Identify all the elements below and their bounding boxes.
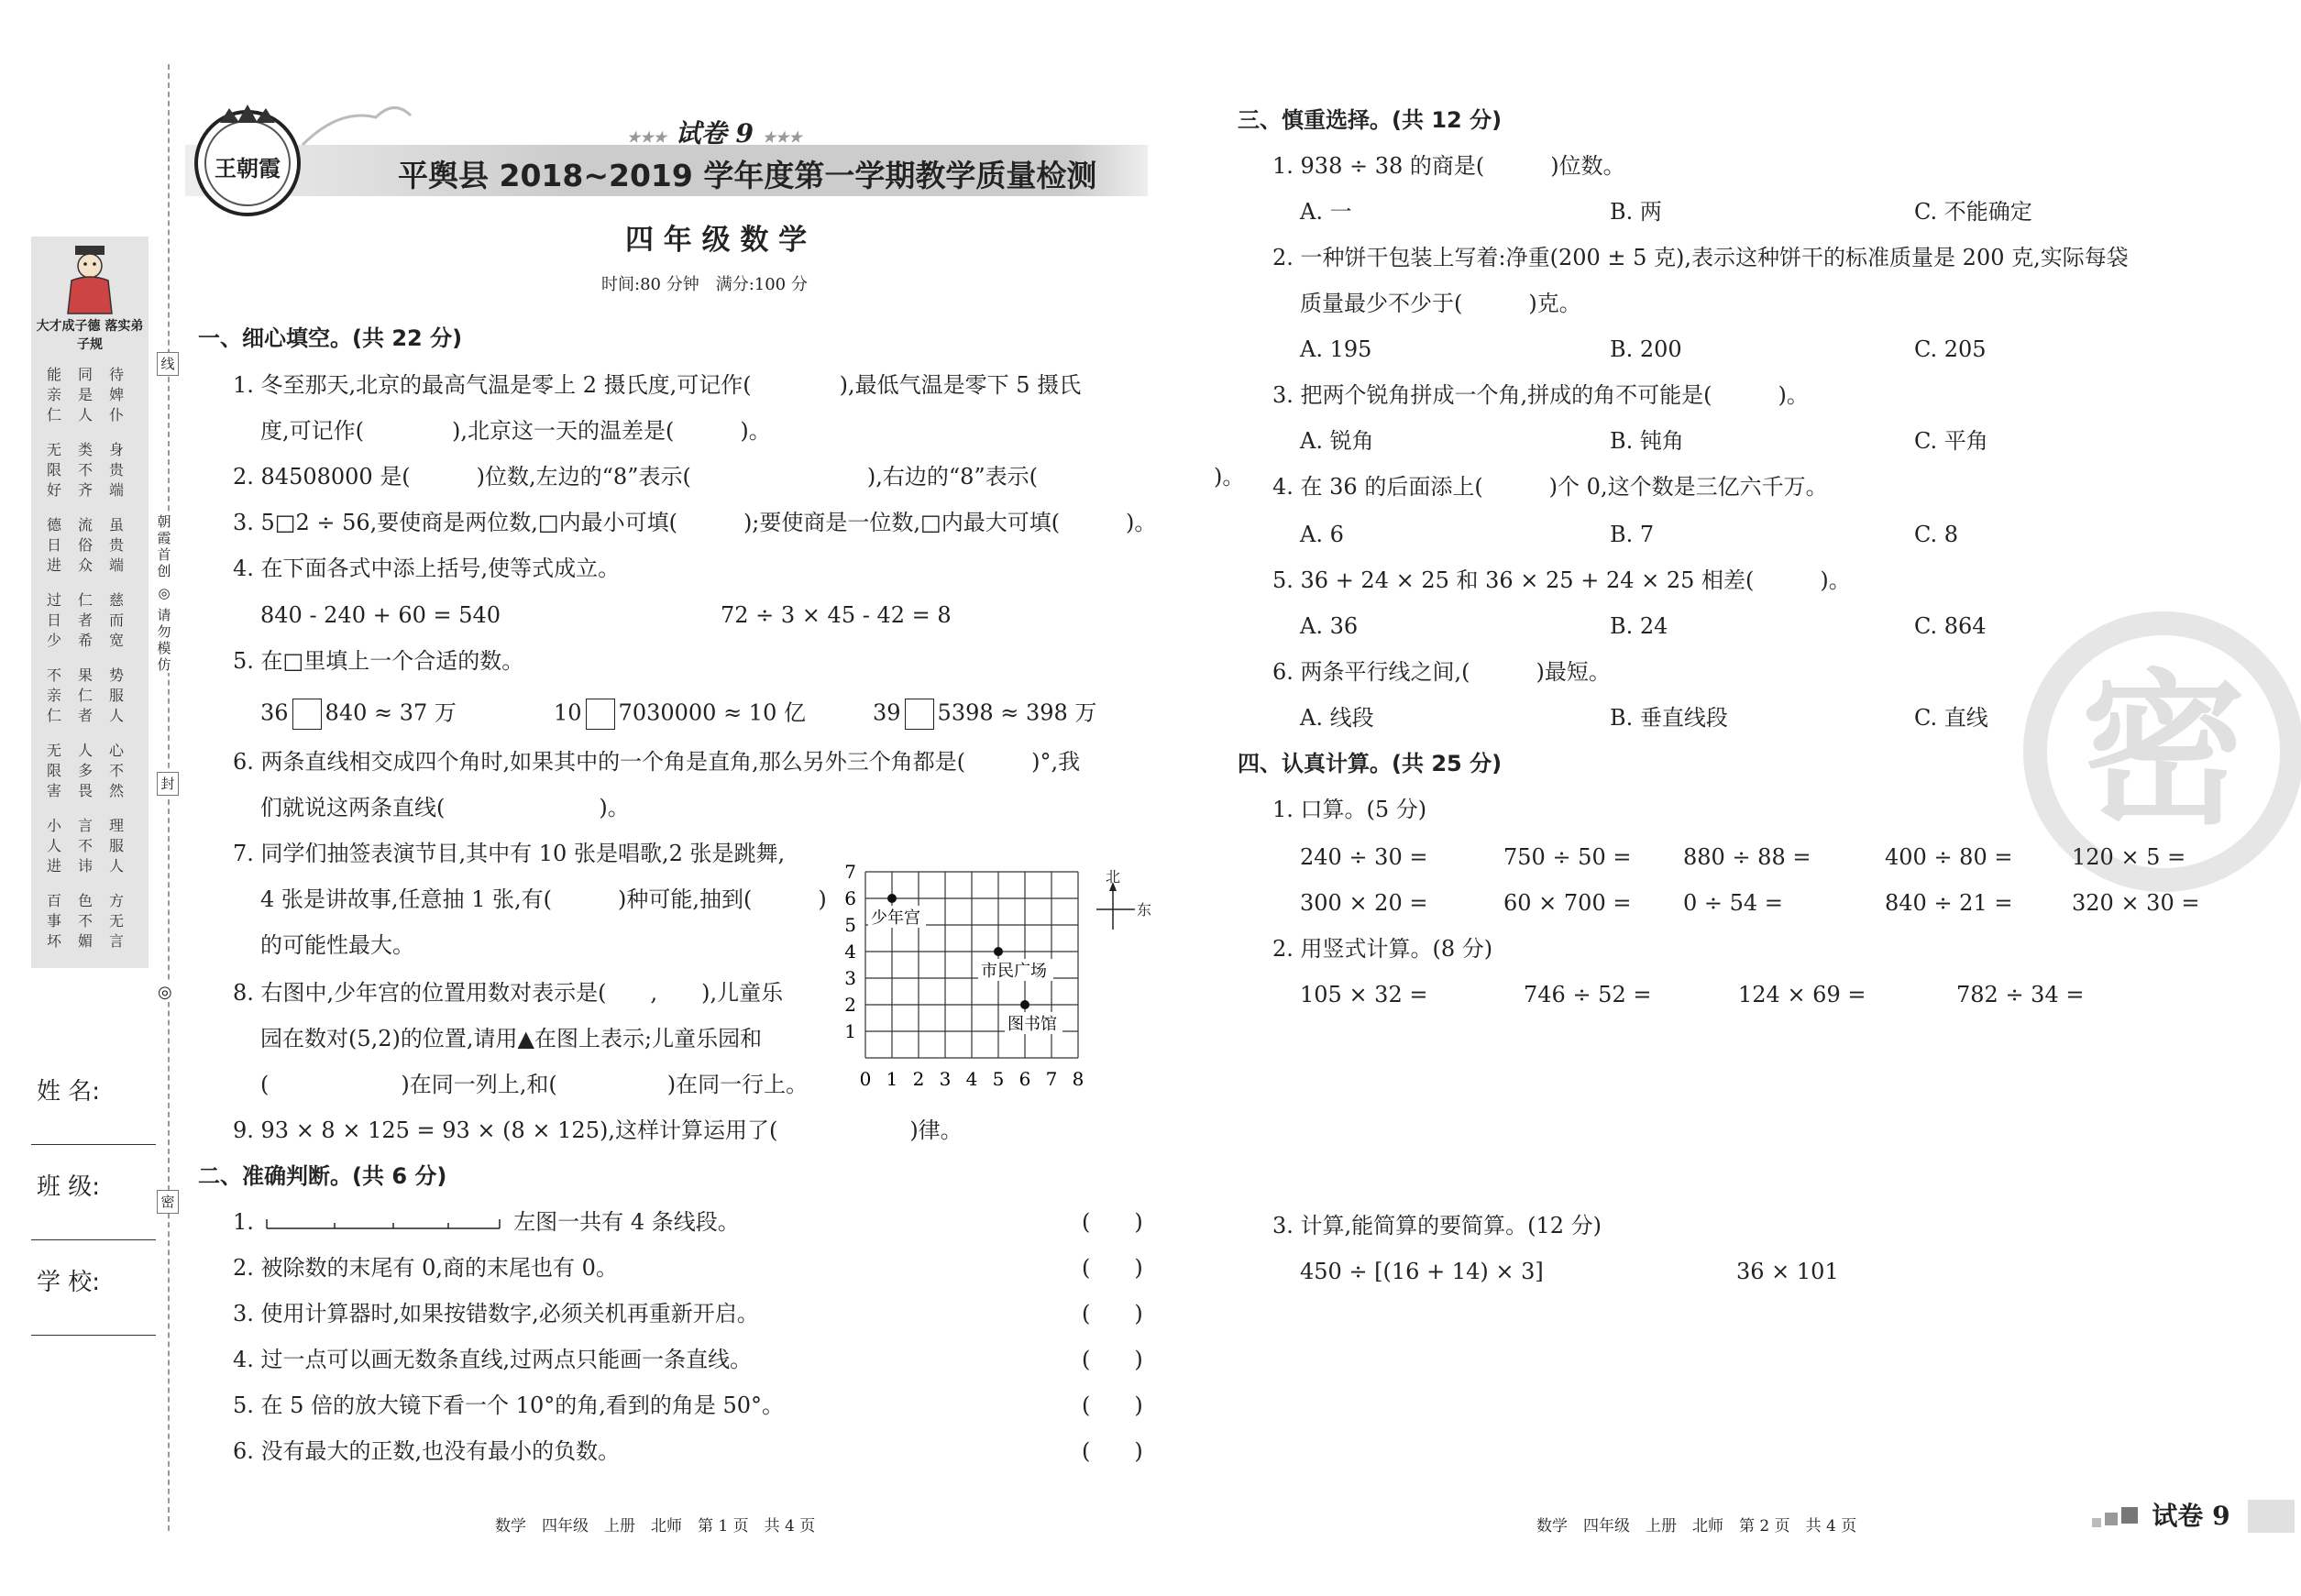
motto-column: 势服人 bbox=[108, 666, 124, 724]
choice-q6-a[interactable]: A. 线段 bbox=[1300, 705, 1374, 731]
choice-q2-line2: 质量最少不少于( )克。 bbox=[1300, 291, 1581, 316]
vertical-item: 105 × 32 = bbox=[1300, 982, 1428, 1007]
compass-east: 东 bbox=[1137, 901, 1152, 919]
answer-paren[interactable]: ( ) bbox=[1082, 1438, 1143, 1464]
q4-eq2: 72 ÷ 3 × 45 - 42 = 8 bbox=[721, 602, 952, 628]
simplify-title: 3. 计算,能简算的要简算。(12 分) bbox=[1272, 1213, 1602, 1238]
motto-column: 无限害 bbox=[46, 742, 61, 799]
q7-line3: 的可能性最大。 bbox=[260, 932, 414, 958]
vertical-item: 782 ÷ 34 = bbox=[1956, 982, 2085, 1007]
motto-column: 同是人 bbox=[77, 366, 93, 424]
q2: 2. 84508000 是( )位数,左边的“8”表示( ),右边的“8”表示( )。 bbox=[233, 464, 1245, 490]
ribbon-decoration bbox=[303, 99, 413, 158]
motto-column: 心不然 bbox=[108, 742, 124, 799]
grid-point-label: 少年宫 bbox=[871, 908, 920, 928]
grid-point-label: 市民广场 bbox=[981, 962, 1047, 981]
oral-item: 60 × 700 = bbox=[1503, 890, 1632, 916]
q6-line2: 们就说这两条直线( )。 bbox=[260, 795, 630, 820]
grid-point-label: 图书馆 bbox=[1007, 1015, 1057, 1034]
choice-q5-b[interactable]: B. 24 bbox=[1610, 613, 1668, 639]
series-label: ★★★ 试卷 9 ★★★ bbox=[627, 118, 802, 149]
cut-mark-xian: 线 bbox=[157, 352, 179, 376]
section1-title: 一、细心填空。(共 22 分) bbox=[198, 325, 463, 351]
segment-figure bbox=[265, 1214, 503, 1234]
motto-text: 大才成子德 落实弟子规 bbox=[36, 319, 144, 352]
judge-item-2: 2. 被除数的末尾有 0,商的末尾也有 0。 bbox=[233, 1255, 618, 1281]
motto-column: 无限好 bbox=[46, 441, 61, 499]
judge-item-3: 3. 使用计算器时,如果按错数字,必须关机再重新开启。 bbox=[233, 1301, 759, 1326]
x-tick-label: 5 bbox=[992, 1068, 1005, 1090]
class-field[interactable] bbox=[31, 1239, 156, 1240]
oral-item: 240 ÷ 30 = bbox=[1300, 844, 1428, 870]
q8-line2: 园在数对(5,2)的位置,请用▲在图上表示;儿童乐园和 bbox=[260, 1026, 763, 1051]
corner-tab bbox=[2092, 1496, 2295, 1536]
fill-box[interactable] bbox=[292, 699, 322, 730]
motto-column: 类不齐 bbox=[77, 441, 93, 499]
oral-item: 400 ÷ 80 = bbox=[1885, 844, 2013, 870]
choice-q2-b[interactable]: B. 200 bbox=[1610, 336, 1682, 362]
judge-item-1: 1. 左图一共有 4 条线段。 bbox=[233, 1209, 740, 1235]
compass-north: 北 bbox=[1106, 868, 1121, 886]
choice-q6-c[interactable]: C. 直线 bbox=[1914, 705, 1988, 731]
choice-q2-c[interactable]: C. 205 bbox=[1914, 336, 1987, 362]
motto-column: 慈而宽 bbox=[108, 591, 124, 649]
class-label: 班 级: bbox=[37, 1173, 101, 1201]
vertical-item: 746 ÷ 52 = bbox=[1524, 982, 1652, 1007]
motto-column: 流俗众 bbox=[77, 516, 93, 574]
choice-q5-a[interactable]: A. 36 bbox=[1300, 613, 1359, 639]
x-tick-label: 7 bbox=[1045, 1068, 1058, 1090]
subject-title: 四 年 级 数 学 bbox=[625, 224, 808, 257]
q5-item-b: 10 7030000 ≈ 10 亿 bbox=[554, 699, 806, 730]
school-label: 学 校: bbox=[37, 1269, 101, 1296]
choice-q4-b[interactable]: B. 7 bbox=[1610, 522, 1655, 547]
grid-point bbox=[1020, 1000, 1029, 1009]
judge-item-5: 5. 在 5 倍的放大镜下看一个 10°的角,看到的角是 50°。 bbox=[233, 1392, 785, 1418]
answer-paren[interactable]: ( ) bbox=[1082, 1255, 1143, 1281]
logo-text: 王朝霞 bbox=[215, 155, 281, 182]
oral-item: 120 × 5 = bbox=[2072, 844, 2186, 870]
section3-title: 三、慎重选择。(共 12 分) bbox=[1238, 107, 1503, 133]
answer-paren[interactable]: ( ) bbox=[1082, 1392, 1143, 1418]
choice-q6: 6. 两条平行线之间,( )最短。 bbox=[1272, 659, 1611, 685]
footer-right: 数学 四年级 上册 北师 第 2 页 共 4 页 bbox=[1536, 1517, 1857, 1535]
motto-column: 虽贵端 bbox=[108, 516, 124, 574]
name-label: 姓 名: bbox=[37, 1078, 101, 1106]
answer-paren[interactable]: ( ) bbox=[1082, 1301, 1143, 1326]
q8-line1: 8. 右图中,少年宫的位置用数对表示是( , ),儿童乐 bbox=[233, 980, 784, 1006]
vertical-item: 124 × 69 = bbox=[1738, 982, 1866, 1007]
x-tick-label: 0 bbox=[859, 1068, 872, 1090]
q5: 5. 在□里填上一个合适的数。 bbox=[233, 648, 524, 674]
q6-line1: 6. 两条直线相交成四个角时,如果其中的一个角是直角,那么另外三个角都是( )°,我 bbox=[233, 749, 1081, 775]
choice-q2: 2. 一种饼干包装上写着:净重(200 ± 5 克),表示这种饼干的标准质量是 200 克,实际每袋 bbox=[1272, 245, 2129, 270]
q1-line1: 1. 冬至那天,北京的最高气温是零上 2 摄氏度,可记作( ),最低气温是零下 5 摄氏 bbox=[233, 372, 1082, 398]
q4: 4. 在下面各式中添上括号,使等式成立。 bbox=[233, 556, 621, 581]
x-tick-label: 1 bbox=[886, 1068, 898, 1090]
x-tick-label: 3 bbox=[939, 1068, 952, 1090]
school-field[interactable] bbox=[31, 1335, 156, 1336]
scholar-figure-icon bbox=[62, 244, 117, 317]
motto-column: 过日少 bbox=[46, 591, 61, 649]
star-icon: ★★★ bbox=[627, 128, 667, 146]
oral-item: 0 ÷ 54 = bbox=[1683, 890, 1783, 916]
cut-mark-mi: 密 bbox=[157, 1190, 179, 1214]
watermark-text: 密 bbox=[2080, 655, 2246, 847]
judge-item-4: 4. 过一点可以画无数条直线,过两点只能画一条直线。 bbox=[233, 1347, 753, 1372]
q4-eq1: 840 - 240 + 60 = 540 bbox=[260, 602, 501, 628]
y-tick-label: 7 bbox=[844, 861, 856, 883]
name-field[interactable] bbox=[31, 1144, 156, 1145]
oral-item: 750 ÷ 50 = bbox=[1503, 844, 1632, 870]
grid-point bbox=[887, 894, 897, 903]
y-tick-label: 4 bbox=[844, 941, 856, 963]
motto-column: 理服人 bbox=[108, 817, 124, 875]
motto-column: 百事坏 bbox=[46, 892, 61, 950]
q9: 9. 93 × 8 × 125 = 93 × (8 × 125),这样计算运用了( )律。 bbox=[233, 1117, 963, 1143]
motto-panel bbox=[31, 237, 149, 968]
choice-q3-b[interactable]: B. 钝角 bbox=[1610, 428, 1684, 454]
choice-q1-b[interactable]: B. 两 bbox=[1610, 199, 1662, 225]
q1-line2: 度,可记作( ),北京这一天的温差是( )。 bbox=[260, 418, 771, 444]
simplify-item: 450 ÷ [(16 + 14) × 3] bbox=[1300, 1259, 1544, 1284]
motto-column: 待婢仆 bbox=[108, 366, 124, 424]
page-title: 平舆县 2018~2019 学年度第一学期教学质量检测 bbox=[398, 158, 1097, 193]
choice-q5: 5. 36 + 24 × 25 和 36 × 25 + 24 × 25 相差( )。 bbox=[1272, 567, 1851, 593]
q3: 3. 5□2 ÷ 56,要使商是两位数,□内最小可填( );要使商是一位数,□内最大可填( )。 bbox=[233, 510, 1157, 535]
motto-column: 果仁者 bbox=[77, 666, 93, 724]
choice-q3: 3. 把两个锐角拼成一个角,拼成的角不可能是( )。 bbox=[1272, 382, 1809, 408]
oral-item: 840 ÷ 21 = bbox=[1885, 890, 2013, 916]
cut-circle: ◎ bbox=[158, 983, 172, 1002]
motto-column: 不亲仁 bbox=[46, 666, 61, 724]
choice-q3-c[interactable]: C. 平角 bbox=[1914, 428, 1988, 454]
x-tick-label: 2 bbox=[912, 1068, 925, 1090]
choice-q3-a[interactable]: A. 锐角 bbox=[1300, 428, 1374, 454]
q7-line1: 7. 同学们抽签表演节目,其中有 10 张是唱歌,2 张是跳舞, bbox=[233, 841, 786, 866]
motto-column: 小人进 bbox=[46, 817, 61, 875]
time-info: 时间:80 分钟 满分:100 分 bbox=[601, 275, 808, 294]
y-tick-label: 5 bbox=[844, 914, 856, 936]
answer-paren[interactable]: ( ) bbox=[1082, 1347, 1143, 1372]
q5-item-c: 39 5398 ≈ 398 万 bbox=[873, 699, 1096, 730]
choice-q4-a[interactable]: A. 6 bbox=[1300, 522, 1344, 547]
publisher-logo bbox=[189, 103, 306, 220]
oral-item: 320 × 30 = bbox=[2072, 890, 2200, 916]
y-tick-label: 6 bbox=[844, 887, 856, 909]
choice-q1-a[interactable]: A. 一 bbox=[1300, 199, 1352, 225]
motto-column: 仁者希 bbox=[77, 591, 93, 649]
section2-title: 二、准确判断。(共 6 分) bbox=[198, 1163, 447, 1189]
vertical-calc-title: 2. 用竖式计算。(8 分) bbox=[1272, 936, 1493, 962]
star-icon: ★★★ bbox=[762, 128, 802, 146]
cut-mark-feng: 封 bbox=[157, 772, 179, 796]
corner-series: 试卷 9 bbox=[2152, 1501, 2230, 1531]
simplify-item: 36 × 101 bbox=[1736, 1259, 1839, 1284]
q5-item-a: 36 840 ≈ 37 万 bbox=[260, 699, 457, 730]
grid-point bbox=[994, 947, 1003, 956]
fill-box[interactable] bbox=[905, 699, 934, 730]
motto-column: 人多畏 bbox=[77, 742, 93, 799]
motto-column: 德日进 bbox=[46, 516, 61, 574]
cut-line bbox=[168, 64, 170, 1531]
x-tick-label: 8 bbox=[1072, 1068, 1084, 1090]
choice-q4: 4. 在 36 的后面添上( )个 0,这个数是三亿六千万。 bbox=[1272, 474, 1828, 500]
y-tick-label: 2 bbox=[844, 994, 856, 1016]
motto-column: 言不讳 bbox=[77, 817, 93, 875]
footer-left: 数学 四年级 上册 北师 第 1 页 共 4 页 bbox=[495, 1517, 816, 1535]
y-tick-label: 3 bbox=[844, 967, 856, 989]
motto-column: 方无言 bbox=[108, 892, 124, 950]
copyright-note: 朝霞首创 ◎ 请勿模仿 bbox=[154, 513, 174, 673]
compass bbox=[1084, 868, 1157, 937]
choice-q2-a[interactable]: A. 195 bbox=[1300, 336, 1372, 362]
oral-item: 880 ÷ 88 = bbox=[1683, 844, 1811, 870]
q7-line2: 4 张是讲故事,任意抽 1 张,有( )种可能,抽到( ) bbox=[260, 886, 827, 912]
y-tick-label: 1 bbox=[844, 1020, 856, 1042]
motto-column: 能亲仁 bbox=[46, 366, 61, 424]
oral-calc-title: 1. 口算。(5 分) bbox=[1272, 797, 1427, 822]
motto-column: 色不媚 bbox=[77, 892, 93, 950]
q8-line3: ( )在同一列上,和( )在同一行上。 bbox=[260, 1072, 809, 1097]
choice-q4-c[interactable]: C. 8 bbox=[1914, 522, 1959, 547]
motto-column: 身贵端 bbox=[108, 441, 124, 499]
judge-item-6: 6. 没有最大的正数,也没有最小的负数。 bbox=[233, 1438, 621, 1464]
oral-item: 300 × 20 = bbox=[1300, 890, 1428, 916]
x-tick-label: 4 bbox=[965, 1068, 978, 1090]
choice-q1-c[interactable]: C. 不能确定 bbox=[1914, 199, 2032, 225]
answer-paren[interactable]: ( ) bbox=[1082, 1209, 1143, 1235]
section4-title: 四、认真计算。(共 25 分) bbox=[1238, 751, 1503, 776]
fill-box[interactable] bbox=[586, 699, 615, 730]
choice-q1: 1. 938 ÷ 38 的商是( )位数。 bbox=[1272, 153, 1625, 179]
x-tick-label: 6 bbox=[1018, 1068, 1031, 1090]
choice-q5-c[interactable]: C. 864 bbox=[1914, 613, 1987, 639]
choice-q6-b[interactable]: B. 垂直线段 bbox=[1610, 705, 1728, 731]
